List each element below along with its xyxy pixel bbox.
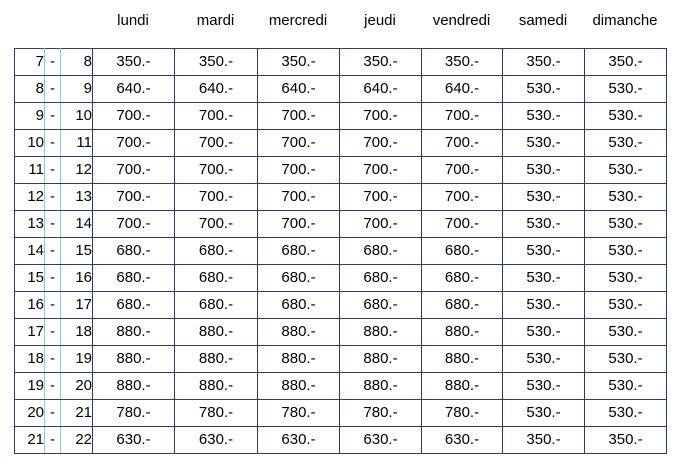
price-cell-samedi: 350.- bbox=[503, 49, 585, 76]
hour-end: 20 bbox=[61, 373, 93, 400]
price-cell-vendredi: 350.- bbox=[422, 49, 503, 76]
price-cell-vendredi: 680.- bbox=[422, 265, 503, 292]
hour-range-dash: - bbox=[45, 157, 61, 184]
price-cell-mercredi: 700.- bbox=[258, 103, 340, 130]
price-cell-mercredi: 880.- bbox=[258, 373, 340, 400]
table-row bbox=[15, 49, 667, 76]
price-cell-samedi: 530.- bbox=[503, 211, 585, 238]
price-cell-mardi: 700.- bbox=[175, 211, 258, 238]
price-cell-samedi: 350.- bbox=[503, 427, 585, 454]
price-cell-dimanche: 530.- bbox=[585, 373, 667, 400]
table-row bbox=[15, 76, 667, 103]
hour-end: 19 bbox=[61, 346, 93, 373]
price-cell-lundi: 700.- bbox=[93, 157, 175, 184]
price-cell-dimanche: 530.- bbox=[585, 319, 667, 346]
price-cell-dimanche: 530.- bbox=[585, 211, 667, 238]
price-cell-samedi: 530.- bbox=[503, 346, 585, 373]
table-row bbox=[15, 400, 667, 427]
table-row bbox=[15, 427, 667, 454]
hour-end: 10 bbox=[61, 103, 93, 130]
hour-start: 14 bbox=[15, 238, 45, 265]
price-cell-lundi: 680.- bbox=[93, 265, 175, 292]
price-cell-lundi: 630.- bbox=[93, 427, 175, 454]
price-cell-jeudi: 680.- bbox=[340, 292, 422, 319]
price-cell-lundi: 780.- bbox=[93, 400, 175, 427]
rates-table-body bbox=[15, 49, 667, 454]
price-cell-dimanche: 530.- bbox=[585, 76, 667, 103]
day-label-mercredi: mercredi bbox=[268, 12, 328, 29]
price-cell-dimanche: 530.- bbox=[585, 400, 667, 427]
day-label-samedi: samedi bbox=[518, 12, 568, 29]
table-row bbox=[15, 184, 667, 211]
price-cell-mercredi: 680.- bbox=[258, 292, 340, 319]
price-cell-samedi: 530.- bbox=[503, 157, 585, 184]
price-cell-lundi: 680.- bbox=[93, 238, 175, 265]
price-cell-jeudi: 700.- bbox=[340, 130, 422, 157]
price-cell-jeudi: 700.- bbox=[340, 211, 422, 238]
table-row bbox=[15, 238, 667, 265]
price-cell-dimanche: 530.- bbox=[585, 130, 667, 157]
hour-end: 16 bbox=[61, 265, 93, 292]
hour-end: 18 bbox=[61, 319, 93, 346]
price-cell-dimanche: 530.- bbox=[585, 265, 667, 292]
price-cell-mercredi: 640.- bbox=[258, 76, 340, 103]
price-cell-mercredi: 680.- bbox=[258, 238, 340, 265]
day-label-vendredi: vendredi bbox=[432, 12, 491, 29]
hour-range-dash: - bbox=[45, 211, 61, 238]
price-cell-samedi: 530.- bbox=[503, 103, 585, 130]
price-cell-mercredi: 880.- bbox=[258, 346, 340, 373]
hour-range-dash: - bbox=[45, 427, 61, 454]
hour-start: 20 bbox=[15, 400, 45, 427]
table-row bbox=[15, 373, 667, 400]
price-cell-vendredi: 700.- bbox=[422, 103, 503, 130]
price-cell-samedi: 530.- bbox=[503, 400, 585, 427]
hour-end: 13 bbox=[61, 184, 93, 211]
hour-end: 12 bbox=[61, 157, 93, 184]
price-cell-vendredi: 880.- bbox=[422, 373, 503, 400]
hour-start: 10 bbox=[15, 130, 45, 157]
table-row bbox=[15, 157, 667, 184]
table-row bbox=[15, 346, 667, 373]
hour-start: 9 bbox=[15, 103, 45, 130]
price-cell-jeudi: 700.- bbox=[340, 184, 422, 211]
price-cell-jeudi: 700.- bbox=[340, 103, 422, 130]
price-cell-jeudi: 680.- bbox=[340, 238, 422, 265]
price-cell-vendredi: 780.- bbox=[422, 400, 503, 427]
price-cell-samedi: 530.- bbox=[503, 292, 585, 319]
price-cell-dimanche: 530.- bbox=[585, 103, 667, 130]
hour-end: 14 bbox=[61, 211, 93, 238]
hour-range-dash: - bbox=[45, 319, 61, 346]
price-cell-jeudi: 780.- bbox=[340, 400, 422, 427]
price-cell-mardi: 680.- bbox=[175, 265, 258, 292]
price-cell-mardi: 680.- bbox=[175, 292, 258, 319]
price-cell-lundi: 640.- bbox=[93, 76, 175, 103]
day-header-row bbox=[0, 11, 679, 31]
price-cell-mardi: 700.- bbox=[175, 103, 258, 130]
price-cell-dimanche: 530.- bbox=[585, 292, 667, 319]
hour-end: 17 bbox=[61, 292, 93, 319]
price-cell-jeudi: 350.- bbox=[340, 49, 422, 76]
price-cell-samedi: 530.- bbox=[503, 76, 585, 103]
price-cell-samedi: 530.- bbox=[503, 373, 585, 400]
price-cell-vendredi: 880.- bbox=[422, 346, 503, 373]
price-cell-lundi: 700.- bbox=[93, 103, 175, 130]
price-cell-mercredi: 700.- bbox=[258, 184, 340, 211]
hour-range-dash: - bbox=[45, 265, 61, 292]
price-cell-dimanche: 530.- bbox=[585, 238, 667, 265]
price-cell-mercredi: 780.- bbox=[258, 400, 340, 427]
hour-start: 7 bbox=[15, 49, 45, 76]
price-cell-mardi: 700.- bbox=[175, 130, 258, 157]
price-cell-samedi: 530.- bbox=[503, 184, 585, 211]
price-cell-samedi: 530.- bbox=[503, 265, 585, 292]
price-cell-vendredi: 700.- bbox=[422, 130, 503, 157]
hour-range-dash: - bbox=[45, 49, 61, 76]
price-cell-vendredi: 700.- bbox=[422, 184, 503, 211]
hour-end: 22 bbox=[61, 427, 93, 454]
day-label-lundi: lundi bbox=[117, 12, 149, 29]
hour-start: 11 bbox=[15, 157, 45, 184]
price-cell-mercredi: 880.- bbox=[258, 319, 340, 346]
price-cell-jeudi: 630.- bbox=[340, 427, 422, 454]
price-cell-samedi: 530.- bbox=[503, 130, 585, 157]
hour-range-dash: - bbox=[45, 76, 61, 103]
price-cell-dimanche: 530.- bbox=[585, 157, 667, 184]
hour-start: 17 bbox=[15, 319, 45, 346]
hour-start: 12 bbox=[15, 184, 45, 211]
price-cell-samedi: 530.- bbox=[503, 319, 585, 346]
price-cell-lundi: 880.- bbox=[93, 373, 175, 400]
hour-start: 13 bbox=[15, 211, 45, 238]
price-cell-mardi: 350.- bbox=[175, 49, 258, 76]
price-cell-lundi: 700.- bbox=[93, 130, 175, 157]
price-cell-mercredi: 630.- bbox=[258, 427, 340, 454]
price-cell-samedi: 530.- bbox=[503, 238, 585, 265]
table-row bbox=[15, 103, 667, 130]
price-cell-lundi: 680.- bbox=[93, 292, 175, 319]
table-row bbox=[15, 130, 667, 157]
price-cell-dimanche: 350.- bbox=[585, 427, 667, 454]
hour-range-dash: - bbox=[45, 184, 61, 211]
price-cell-mardi: 640.- bbox=[175, 76, 258, 103]
price-cell-mardi: 700.- bbox=[175, 184, 258, 211]
price-cell-lundi: 880.- bbox=[93, 319, 175, 346]
hour-end: 11 bbox=[61, 130, 93, 157]
hour-start: 19 bbox=[15, 373, 45, 400]
price-cell-vendredi: 680.- bbox=[422, 292, 503, 319]
price-cell-mercredi: 700.- bbox=[258, 211, 340, 238]
price-cell-mercredi: 700.- bbox=[258, 157, 340, 184]
price-cell-jeudi: 700.- bbox=[340, 157, 422, 184]
hour-range-dash: - bbox=[45, 373, 61, 400]
price-cell-dimanche: 350.- bbox=[585, 49, 667, 76]
price-cell-mercredi: 350.- bbox=[258, 49, 340, 76]
hour-start: 15 bbox=[15, 265, 45, 292]
price-cell-vendredi: 700.- bbox=[422, 157, 503, 184]
price-cell-vendredi: 640.- bbox=[422, 76, 503, 103]
price-cell-lundi: 880.- bbox=[93, 346, 175, 373]
hour-start: 16 bbox=[15, 292, 45, 319]
price-cell-mardi: 700.- bbox=[175, 157, 258, 184]
price-cell-jeudi: 880.- bbox=[340, 319, 422, 346]
price-cell-mercredi: 680.- bbox=[258, 265, 340, 292]
price-cell-vendredi: 700.- bbox=[422, 211, 503, 238]
hour-end: 8 bbox=[61, 49, 93, 76]
table-row bbox=[15, 211, 667, 238]
price-cell-mercredi: 700.- bbox=[258, 130, 340, 157]
hour-range-dash: - bbox=[45, 346, 61, 373]
day-label-dimanche: dimanche bbox=[592, 12, 658, 29]
price-cell-vendredi: 880.- bbox=[422, 319, 503, 346]
price-cell-mardi: 680.- bbox=[175, 238, 258, 265]
price-cell-mardi: 880.- bbox=[175, 373, 258, 400]
hour-end: 9 bbox=[61, 76, 93, 103]
price-cell-lundi: 350.- bbox=[93, 49, 175, 76]
price-cell-lundi: 700.- bbox=[93, 184, 175, 211]
price-cell-jeudi: 880.- bbox=[340, 346, 422, 373]
hour-start: 21 bbox=[15, 427, 45, 454]
hour-range-dash: - bbox=[45, 130, 61, 157]
price-cell-jeudi: 880.- bbox=[340, 373, 422, 400]
hour-range-dash: - bbox=[45, 103, 61, 130]
price-cell-mardi: 780.- bbox=[175, 400, 258, 427]
price-cell-vendredi: 680.- bbox=[422, 238, 503, 265]
hour-range-dash: - bbox=[45, 400, 61, 427]
hour-start: 18 bbox=[15, 346, 45, 373]
table-row bbox=[15, 292, 667, 319]
hour-start: 8 bbox=[15, 76, 45, 103]
price-cell-mardi: 880.- bbox=[175, 319, 258, 346]
price-cell-jeudi: 640.- bbox=[340, 76, 422, 103]
price-cell-dimanche: 530.- bbox=[585, 346, 667, 373]
price-cell-mardi: 880.- bbox=[175, 346, 258, 373]
day-label-mardi: mardi bbox=[196, 12, 235, 29]
price-cell-vendredi: 630.- bbox=[422, 427, 503, 454]
table-row bbox=[15, 319, 667, 346]
hour-end: 21 bbox=[61, 400, 93, 427]
hour-range-dash: - bbox=[45, 238, 61, 265]
table-row bbox=[15, 265, 667, 292]
price-cell-dimanche: 530.- bbox=[585, 184, 667, 211]
day-label-jeudi: jeudi bbox=[364, 12, 396, 29]
hour-end: 15 bbox=[61, 238, 93, 265]
rates-table bbox=[14, 48, 667, 454]
hour-range-dash: - bbox=[45, 292, 61, 319]
price-cell-lundi: 700.- bbox=[93, 211, 175, 238]
price-cell-jeudi: 680.- bbox=[340, 265, 422, 292]
price-cell-mardi: 630.- bbox=[175, 427, 258, 454]
